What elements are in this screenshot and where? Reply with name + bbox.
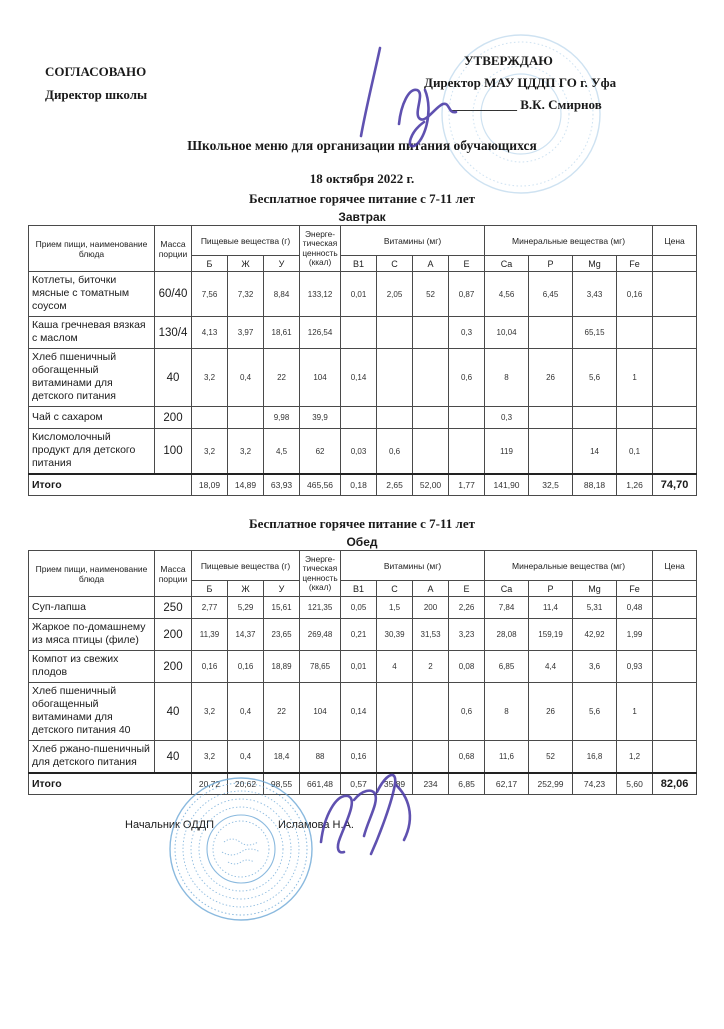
- value-cell: 11,6: [485, 741, 529, 774]
- value-cell: 0,16: [341, 741, 377, 774]
- col-protein: Б: [192, 256, 228, 272]
- dish-name: Хлеб пшеничный обогащенный витаминами для детского питания 40: [29, 683, 155, 741]
- value-cell: 1: [617, 349, 653, 407]
- col-b1: B1: [341, 581, 377, 597]
- value-cell: 200: [413, 597, 449, 619]
- col-mg: Mg: [573, 581, 617, 597]
- value-cell: 5,31: [573, 597, 617, 619]
- approved-signer: __________ В.К. Смирнов: [452, 97, 602, 112]
- lunch-rows: [29, 597, 697, 795]
- total-label: Итого: [29, 474, 192, 496]
- total-value: 2,65: [377, 474, 413, 496]
- value-cell: 0,68: [449, 741, 485, 774]
- total-value: 18,09: [192, 474, 228, 496]
- total-value: 141,90: [485, 474, 529, 496]
- value-cell: 8,84: [264, 272, 300, 317]
- value-cell: 3,2: [192, 349, 228, 407]
- document-title: Школьное меню для организации питания обучающихся: [187, 138, 537, 153]
- value-cell: [573, 407, 617, 429]
- value-cell: 62: [300, 429, 341, 475]
- col-a: A: [413, 581, 449, 597]
- value-cell: 0,1: [617, 429, 653, 475]
- breakfast-rows: [29, 272, 697, 496]
- value-cell: 16,8: [573, 741, 617, 774]
- dish-name: Каша гречневая вязкая с маслом: [29, 317, 155, 349]
- value-cell: 3,6: [573, 651, 617, 683]
- value-cell: 4: [377, 651, 413, 683]
- dish-row: [29, 741, 697, 774]
- value-cell: [653, 597, 697, 619]
- value-cell: 3,97: [228, 317, 264, 349]
- col-minerals-group: Минеральные вещества (мг): [485, 551, 653, 581]
- value-cell: 0,21: [341, 619, 377, 651]
- value-cell: [413, 317, 449, 349]
- section-subtitle-breakfast: Бесплатное горячее питание с 7-11 лет: [249, 191, 475, 206]
- value-cell: 0,6: [449, 349, 485, 407]
- value-cell: [617, 407, 653, 429]
- total-row: [29, 474, 697, 496]
- value-cell: [192, 407, 228, 429]
- col-protein: Б: [192, 581, 228, 597]
- col-mg: Mg: [573, 256, 617, 272]
- value-cell: 0,93: [617, 651, 653, 683]
- portion-mass: 200: [155, 619, 192, 651]
- total-value: 63,93: [264, 474, 300, 496]
- col-dish: Прием пищи, наименование блюда: [29, 551, 155, 597]
- value-cell: 3,2: [228, 429, 264, 475]
- total-value: 661,48: [300, 773, 341, 795]
- value-cell: 0,4: [228, 349, 264, 407]
- value-cell: 0,4: [228, 683, 264, 741]
- value-cell: 30,39: [377, 619, 413, 651]
- col-nutrients-group: Пищевые вещества (г): [192, 226, 300, 256]
- value-cell: 26: [529, 683, 573, 741]
- col-dish: Прием пищи, наименование блюда: [29, 226, 155, 272]
- agreed-title: СОГЛАСОВАНО: [45, 64, 147, 79]
- total-value: 52,00: [413, 474, 449, 496]
- dish-row: [29, 407, 697, 429]
- total-label: Итого: [29, 773, 192, 795]
- value-cell: 18,61: [264, 317, 300, 349]
- value-cell: 1,2: [617, 741, 653, 774]
- total-value: 1,77: [449, 474, 485, 496]
- value-cell: [529, 429, 573, 475]
- total-value: 88,18: [573, 474, 617, 496]
- col-fat: Ж: [228, 581, 264, 597]
- col-p: P: [529, 256, 573, 272]
- col-carb: У: [264, 256, 300, 272]
- value-cell: 2,05: [377, 272, 413, 317]
- col-price: Цена: [653, 226, 697, 256]
- value-cell: 3,2: [192, 741, 228, 774]
- value-cell: 0,14: [341, 349, 377, 407]
- portion-mass: 200: [155, 407, 192, 429]
- value-cell: 11,4: [529, 597, 573, 619]
- agreed-block: [45, 60, 147, 106]
- col-price: Цена: [653, 551, 697, 581]
- col-nutrients-group: Пищевые вещества (г): [192, 551, 300, 581]
- agreed-subtitle: Директор школы: [45, 87, 148, 102]
- portion-mass: 200: [155, 651, 192, 683]
- value-cell: [377, 349, 413, 407]
- total-value: 465,56: [300, 474, 341, 496]
- value-cell: 0,3: [485, 407, 529, 429]
- value-cell: 104: [300, 683, 341, 741]
- total-value: 32,5: [529, 474, 573, 496]
- value-cell: 0,14: [341, 683, 377, 741]
- value-cell: [413, 407, 449, 429]
- value-cell: 0,03: [341, 429, 377, 475]
- footer-signature-line: [28, 819, 696, 831]
- meal-title-lunch: Обед: [346, 535, 378, 549]
- dish-name: Чай с сахаром: [29, 407, 155, 429]
- value-cell: 52: [529, 741, 573, 774]
- value-cell: [377, 407, 413, 429]
- value-cell: 52: [413, 272, 449, 317]
- value-cell: 14,37: [228, 619, 264, 651]
- dish-row: [29, 651, 697, 683]
- col-b1: B1: [341, 256, 377, 272]
- value-cell: [413, 349, 449, 407]
- value-cell: 119: [485, 429, 529, 475]
- portion-mass: 130/4: [155, 317, 192, 349]
- value-cell: [413, 429, 449, 475]
- value-cell: [653, 317, 697, 349]
- col-energy: Энерге- тическая ценность (ккал): [300, 551, 341, 597]
- value-cell: 3,23: [449, 619, 485, 651]
- document-body: [28, 191, 696, 831]
- col-c: C: [377, 256, 413, 272]
- dish-row: [29, 272, 697, 317]
- value-cell: [377, 683, 413, 741]
- value-cell: 18,4: [264, 741, 300, 774]
- col-fe: Fe: [617, 256, 653, 272]
- value-cell: 6,45: [529, 272, 573, 317]
- value-cell: 22: [264, 349, 300, 407]
- col-vitamins-group: Витамины (мг): [341, 226, 485, 256]
- total-value: 5,60: [617, 773, 653, 795]
- value-cell: 0,16: [228, 651, 264, 683]
- value-cell: 159,19: [529, 619, 573, 651]
- value-cell: 0,48: [617, 597, 653, 619]
- dish-name: Котлеты, биточки мясные с томатным соусом: [29, 272, 155, 317]
- total-value: 98,55: [264, 773, 300, 795]
- dish-row: [29, 317, 697, 349]
- value-cell: 23,65: [264, 619, 300, 651]
- total-row: [29, 773, 697, 795]
- value-cell: [653, 619, 697, 651]
- value-cell: 1,5: [377, 597, 413, 619]
- menu-table-breakfast: [28, 225, 697, 496]
- value-cell: 7,84: [485, 597, 529, 619]
- value-cell: [653, 741, 697, 774]
- value-cell: 88: [300, 741, 341, 774]
- value-cell: 4,13: [192, 317, 228, 349]
- portion-mass: 40: [155, 741, 192, 774]
- col-p: P: [529, 581, 573, 597]
- value-cell: [653, 272, 697, 317]
- col-carb: У: [264, 581, 300, 597]
- value-cell: [377, 317, 413, 349]
- col-energy: Энерге- тическая ценность (ккал): [300, 226, 341, 272]
- value-cell: 22: [264, 683, 300, 741]
- dish-row: [29, 619, 697, 651]
- value-cell: 269,48: [300, 619, 341, 651]
- dish-name: Компот из свежих плодов: [29, 651, 155, 683]
- value-cell: 126,54: [300, 317, 341, 349]
- total-value: 0,57: [341, 773, 377, 795]
- col-e: E: [449, 581, 485, 597]
- value-cell: 2: [413, 651, 449, 683]
- dish-name: Суп-лапша: [29, 597, 155, 619]
- value-cell: 3,43: [573, 272, 617, 317]
- value-cell: 78,65: [300, 651, 341, 683]
- footer-name: Исламова Н.А.: [278, 819, 354, 831]
- approved-org: Директор МАУ ЦДДП ГО г. Уфа: [424, 75, 617, 90]
- col-mass: Масса порции: [155, 551, 192, 597]
- col-mass: Масса порции: [155, 226, 192, 272]
- value-cell: [653, 349, 697, 407]
- value-cell: [653, 683, 697, 741]
- value-cell: 0,08: [449, 651, 485, 683]
- col-price-sub: [653, 581, 697, 597]
- value-cell: 2,77: [192, 597, 228, 619]
- portion-mass: 250: [155, 597, 192, 619]
- value-cell: 1: [617, 683, 653, 741]
- value-cell: [653, 429, 697, 475]
- portion-mass: 40: [155, 349, 192, 407]
- value-cell: [413, 683, 449, 741]
- col-minerals-group: Минеральные вещества (мг): [485, 226, 653, 256]
- value-cell: 8: [485, 349, 529, 407]
- value-cell: 8: [485, 683, 529, 741]
- value-cell: 7,32: [228, 272, 264, 317]
- menu-table-lunch: [28, 550, 697, 795]
- value-cell: 18,89: [264, 651, 300, 683]
- portion-mass: 40: [155, 683, 192, 741]
- value-cell: [449, 407, 485, 429]
- total-price: 82,06: [653, 773, 697, 795]
- value-cell: 0,4: [228, 741, 264, 774]
- portion-mass: 60/40: [155, 272, 192, 317]
- footer-position: Начальник ОДДП: [125, 819, 215, 831]
- total-value: 234: [413, 773, 449, 795]
- value-cell: 4,5: [264, 429, 300, 475]
- value-cell: 7,56: [192, 272, 228, 317]
- value-cell: 0,16: [617, 272, 653, 317]
- value-cell: 0,05: [341, 597, 377, 619]
- value-cell: 65,15: [573, 317, 617, 349]
- total-price: 74,70: [653, 474, 697, 496]
- value-cell: 4,4: [529, 651, 573, 683]
- value-cell: 39,9: [300, 407, 341, 429]
- value-cell: 42,92: [573, 619, 617, 651]
- dish-row: [29, 683, 697, 741]
- value-cell: 6,85: [485, 651, 529, 683]
- value-cell: 1,99: [617, 619, 653, 651]
- approved-block: [424, 50, 686, 116]
- col-ca: Ca: [485, 256, 529, 272]
- value-cell: 3,2: [192, 683, 228, 741]
- value-cell: 0,87: [449, 272, 485, 317]
- value-cell: [228, 407, 264, 429]
- value-cell: 0,3: [449, 317, 485, 349]
- value-cell: [617, 317, 653, 349]
- value-cell: [413, 741, 449, 774]
- value-cell: 0,16: [192, 651, 228, 683]
- value-cell: 2,26: [449, 597, 485, 619]
- value-cell: 0,01: [341, 651, 377, 683]
- total-value: 20,72: [192, 773, 228, 795]
- value-cell: 14: [573, 429, 617, 475]
- total-value: 252,99: [529, 773, 573, 795]
- value-cell: 3,2: [192, 429, 228, 475]
- value-cell: [653, 651, 697, 683]
- total-value: 0,18: [341, 474, 377, 496]
- col-e: E: [449, 256, 485, 272]
- total-value: 14,89: [228, 474, 264, 496]
- value-cell: 9,98: [264, 407, 300, 429]
- value-cell: 4,56: [485, 272, 529, 317]
- value-cell: 5,29: [228, 597, 264, 619]
- value-cell: 133,12: [300, 272, 341, 317]
- value-cell: 5,6: [573, 683, 617, 741]
- meal-title-breakfast: Завтрак: [338, 210, 386, 224]
- value-cell: 26: [529, 349, 573, 407]
- col-a: A: [413, 256, 449, 272]
- dish-name: Хлеб пшеничный обогащенный витаминами для детского питания: [29, 349, 155, 407]
- col-fe: Fe: [617, 581, 653, 597]
- value-cell: 31,53: [413, 619, 449, 651]
- total-value: 1,26: [617, 474, 653, 496]
- value-cell: 28,08: [485, 619, 529, 651]
- total-value: 6,85: [449, 773, 485, 795]
- value-cell: 0,6: [377, 429, 413, 475]
- total-value: 74,23: [573, 773, 617, 795]
- dish-name: Кисломолочный продукт для детского питания: [29, 429, 155, 475]
- value-cell: 0,01: [341, 272, 377, 317]
- total-value: 62,17: [485, 773, 529, 795]
- value-cell: [529, 317, 573, 349]
- portion-mass: 100: [155, 429, 192, 475]
- col-price-sub: [653, 256, 697, 272]
- value-cell: 5,6: [573, 349, 617, 407]
- value-cell: [653, 407, 697, 429]
- value-cell: 0,6: [449, 683, 485, 741]
- value-cell: [341, 317, 377, 349]
- col-vitamins-group: Витамины (мг): [341, 551, 485, 581]
- dish-row: [29, 349, 697, 407]
- dish-name: Жаркое по-домашнему из мяса птицы (филе): [29, 619, 155, 651]
- total-value: 35,89: [377, 773, 413, 795]
- total-value: 20,62: [228, 773, 264, 795]
- dish-row: [29, 429, 697, 475]
- value-cell: 121,35: [300, 597, 341, 619]
- value-cell: 15,61: [264, 597, 300, 619]
- document-date: 18 октября 2022 г.: [309, 171, 415, 186]
- col-fat: Ж: [228, 256, 264, 272]
- col-ca: Ca: [485, 581, 529, 597]
- dish-name: Хлеб ржано-пшеничный для детского питания: [29, 741, 155, 774]
- approved-title: УТВЕРЖДАЮ: [464, 53, 553, 68]
- value-cell: 10,04: [485, 317, 529, 349]
- value-cell: [449, 429, 485, 475]
- section-subtitle-lunch: Бесплатное горячее питание с 7-11 лет: [249, 516, 475, 531]
- col-c: C: [377, 581, 413, 597]
- value-cell: 104: [300, 349, 341, 407]
- value-cell: [341, 407, 377, 429]
- value-cell: 11,39: [192, 619, 228, 651]
- value-cell: [377, 741, 413, 774]
- value-cell: [529, 407, 573, 429]
- dish-row: [29, 597, 697, 619]
